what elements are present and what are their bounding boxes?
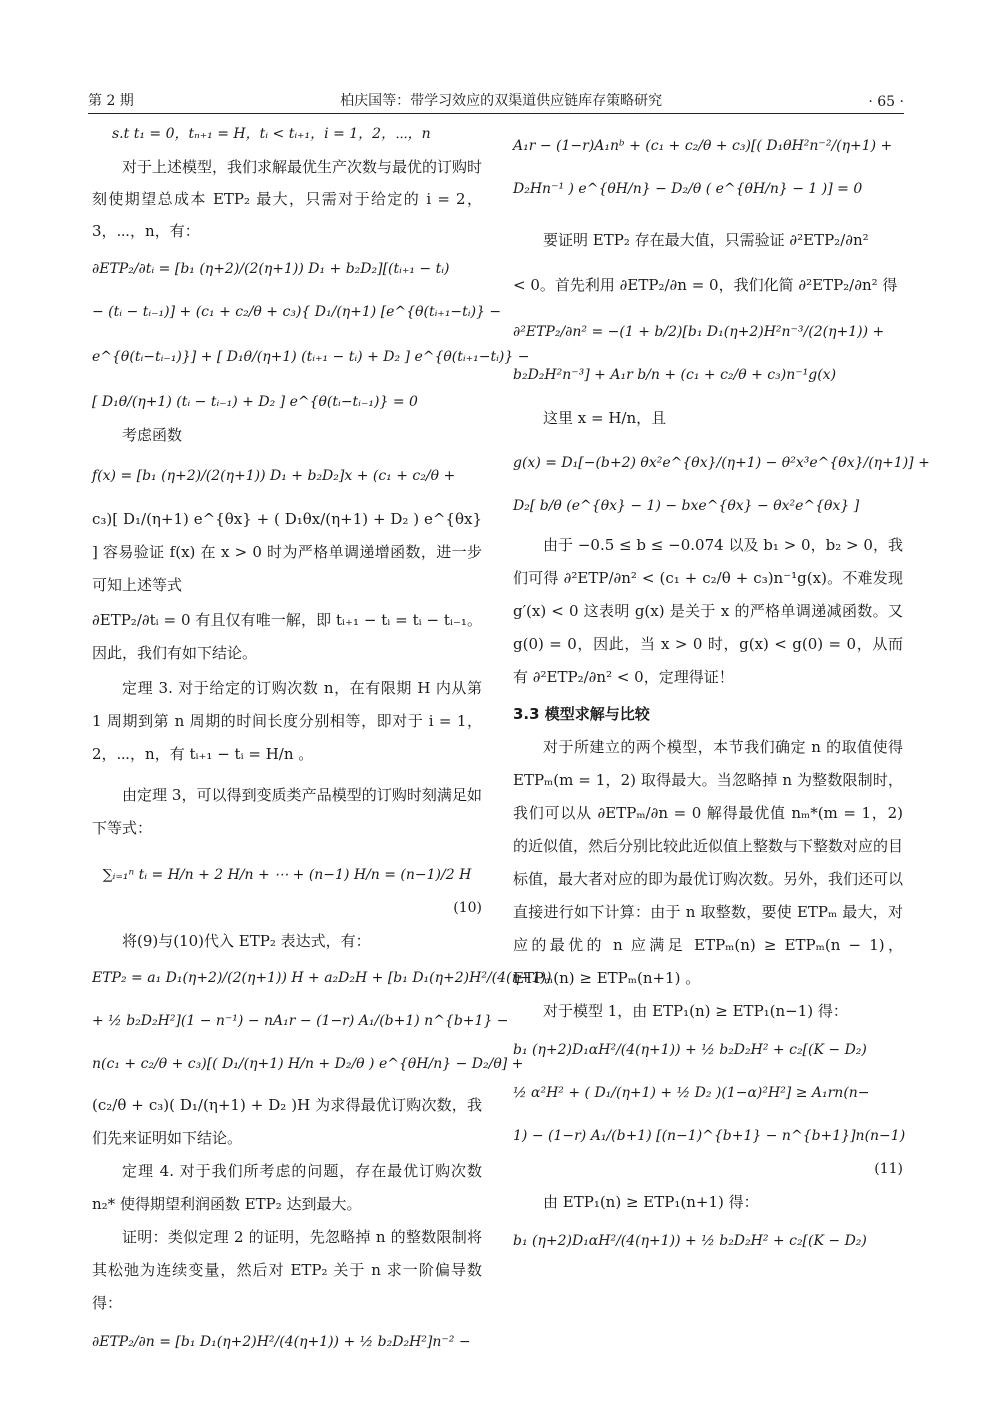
- paragraph: 这里 x = H/n，且: [543, 409, 667, 427]
- equation-line: D₂Hn⁻¹ ) e^{θH/n} − D₂/θ ( e^{θH/n} − 1 )] = 0: [513, 181, 863, 197]
- paragraph: 考虑函数: [122, 426, 183, 444]
- equation-line: b₁ (η+2)D₁αH²/(4(η+1)) + ½ b₂D₂H² + c₂[(K − D₂): [513, 1042, 867, 1058]
- left-column: [92, 118, 552, 1359]
- paragraph: 将(9)与(10)代入 ETP₂ 表达式，有：: [122, 932, 371, 950]
- proof-paragraph: 证明：类似定理 2 的证明，先忽略掉 n 的整数限制将其松弛为连续变量，然后对 ETP₂ 关于 n 求一阶偏导数得：: [92, 1228, 482, 1312]
- paragraph: 对于上述模型，我们求解最优生产次数与最优的订购时刻使期望总成本 ETP₂ 最大，只需对于给定的 i = 2，3，⋯，n，有：: [92, 158, 483, 240]
- paragraph: ∂ETP₂/∂tᵢ = 0 有且仅有唯一解，即 tᵢ₊₁ − tᵢ = tᵢ − tᵢ₋₁。因此，我们有如下结论。: [92, 611, 482, 662]
- equation-line: b₁ (η+2)D₁αH²/(4(η+1)) + ½ b₂D₂H² + c₂[(K − D₂): [513, 1233, 867, 1249]
- paragraph: 要证明 ETP₂ 存在最大值，只需验证 ∂²ETP₂/∂n²: [543, 231, 869, 249]
- equation-line: e^{θ(tᵢ−tᵢ₋₁)}] + [ D₁θ/(η+1) (tᵢ₊₁ − tᵢ) + D₂ ] e^{θ(tᵢ₊₁−tᵢ)} −: [92, 349, 530, 365]
- paragraph: 对于模型 1，由 ETP₁(n) ≥ ETP₁(n−1) 得：: [543, 1002, 848, 1020]
- paragraph: < 0。首先利用 ∂ETP₂/∂n = 0，我们化简 ∂²ETP₂/∂n² 得: [513, 276, 898, 294]
- equation-10: ∑ᵢ₌₁ⁿ tᵢ = H/n + 2 H/n + ⋯ + (n−1) H/n = (n−1)/2 H: [102, 867, 472, 883]
- constraint-line: s.t t₁ = 0，tₙ₊₁ = H，tᵢ < tᵢ₊₁，i = 1，2，⋯，n: [112, 126, 431, 142]
- equation-line: A₁r − (1−r)A₁nᵇ + (c₁ + c₂/θ + c₃)[( D₁θH²n⁻²/(η+1) +: [513, 138, 893, 154]
- theorem-4: 定理 4. 对于我们所考虑的问题，存在最优订购次数 n₂* 使得期望利润函数 ETP₂ 达到最大。: [92, 1162, 482, 1213]
- equation-line: g(x) = D₁[−(b+2) θx²e^{θx}/(η+1) − θ²x³e^{θx}/(η+1)] +: [513, 455, 930, 471]
- right-column: [513, 118, 930, 1258]
- equation-line: − (tᵢ − tᵢ₋₁)] + (c₁ + c₂/θ + c₃){ D₁/(η+1) [e^{θ(tᵢ₊₁−tᵢ)} −: [92, 304, 502, 320]
- equation-line: f(x) = [b₁ (η+2)/(2(η+1)) D₁ + b₂D₂]x + (c₁ + c₂/θ +: [92, 468, 456, 484]
- equation-line: 1) − (1−r) A₁/(b+1) [(n−1)^{b+1} − n^{b+1}]n(n−1): [513, 1128, 906, 1144]
- issue-number: 第 2 期: [88, 93, 134, 109]
- paragraph: 由 ETP₁(n) ≥ ETP₁(n+1) 得：: [543, 1193, 759, 1211]
- equation-line: + ½ b₂D₂H²](1 − n⁻¹) − nA₁r − (1−r) A₁/(b+1) n^{b+1} −: [92, 1013, 509, 1029]
- equation-line: n(c₁ + c₂/θ + c₃)[( D₁/(η+1) H/n + D₂/θ ) e^{θH/n} − D₂/θ] +: [92, 1056, 524, 1072]
- running-header: [88, 88, 904, 110]
- theorem-3: 定理 3. 对于给定的订购次数 n，在有限期 H 内从第 1 周期到第 n 周期的时间长度分别相等，即对于 i = 1，2，⋯，n，有 tᵢ₊₁ − tᵢ = H/n 。: [92, 679, 482, 763]
- equation-line: ∂ETP₂/∂tᵢ = [b₁ (η+2)/(2(η+1)) D₁ + b₂D₂][(tᵢ₊₁ − tᵢ): [92, 261, 450, 277]
- equation-number: (11): [874, 1161, 903, 1177]
- equation-line: D₂[ b/θ (e^{θx} − 1) − bxe^{θx} − θx²e^{θx} ]: [513, 498, 860, 514]
- paragraph: c₃)[ D₁/(η+1) e^{θx} + ( D₁θx/(η+1) + D₂ ) e^{θx} ] 容易验证 f(x) 在 x > 0 时为严格单调递增函数，进一步可知上述等式: [92, 510, 482, 594]
- paragraph: (c₂/θ + c₃)( D₁/(η+1) + D₂ )H 为求得最优订购次数，我们先来证明如下结论。: [92, 1096, 482, 1147]
- paragraph: 由定理 3，可以得到变质类产品模型的订购时刻满足如下等式：: [92, 786, 482, 837]
- equation-number: (10): [453, 900, 482, 916]
- section-heading: 3.3 模型求解与比较: [513, 705, 650, 723]
- page-number: · 65 ·: [868, 94, 904, 110]
- equation-line: [ D₁θ/(η+1) (tᵢ − tᵢ₋₁) + D₂ ] e^{θ(tᵢ−tᵢ₋₁)} = 0: [92, 394, 418, 410]
- equation-line: ∂²ETP₂/∂n² = −(1 + b/2)[b₁ D₁(η+2)H²n⁻³/(2(η+1)) +: [513, 324, 885, 340]
- equation-line: ETP₂ = a₁ D₁(η+2)/(2(η+1)) H + a₂D₂H + [b₁ D₁(η+2)H²/(4(η+1)): [92, 970, 552, 986]
- equation-line: b₂D₂H²n⁻³] + A₁r b/n + (c₁ + c₂/θ + c₃)n⁻¹g(x): [513, 367, 837, 383]
- running-title: 柏庆国等：带学习效应的双渠道供应链库存策略研究: [340, 93, 663, 109]
- paragraph: 对于所建立的两个模型，本节我们确定 n 的取值使得 ETPₘ(m = 1，2) 取得最大。当忽略掉 n 为整数限制时，我们可以从 ∂ETPₘ/∂n = 0 解得最优值 nₘ*(m = 1，2) 的近似值，然后分别比较此近似值上整数与下整数对应的目标值，最大者对应的即为最优订购次数。另外，我们还可以直接进行如下计算：由于 n 取整数，要使 ETPₘ 最大，对应的最优的 n 应满足 ETPₘ(n) ≥ ETPₘ(n − 1)，ETPₘ(n) ≥ ETPₘ(n+1) 。: [513, 738, 904, 987]
- equation-line: ∂ETP₂/∂n = [b₁ D₁(η+2)H²/(4(η+1)) + ½ b₂D₂H²]n⁻² −: [92, 1334, 471, 1350]
- header-rule: [88, 113, 904, 114]
- equation-line: ½ α²H² + ( D₁/(η+1) + ½ D₂ )(1−α)²H²] ≥ A₁rn(n−: [513, 1085, 870, 1101]
- paragraph: 由于 −0.5 ≤ b ≤ −0.074 以及 b₁ > 0，b₂ > 0，我们可得 ∂²ETP/∂n² < (c₁ + c₂/θ + c₃)n⁻¹g(x)。不难发现 g′(x) < 0 这表明 g(x) 是关于 x 的严格单调递减函数。又 g(0) = 0，因此，当 x > 0 时，g(x) < g(0) = 0，从而有 ∂²ETP₂/∂n² < 0，定理得证！: [513, 536, 903, 686]
